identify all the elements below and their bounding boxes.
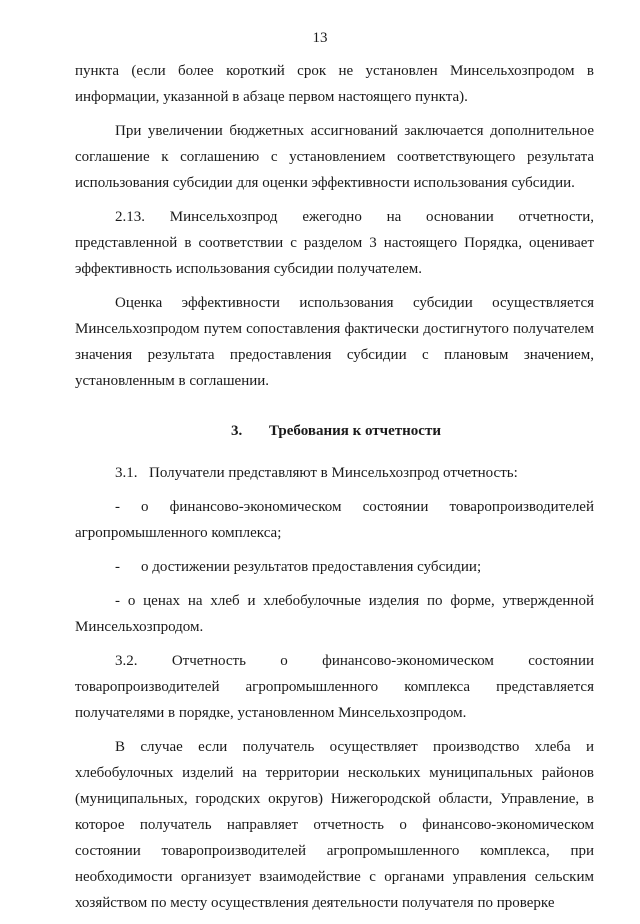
paragraph-efficiency-assessment: Оценка эффективности использования субсидии осуществляется Минсельхозпродом путем сопоставления фактически достигнутого получателем значения результата предоставления субсидии с плановым значением, установленным в соглашении. (75, 295, 594, 389)
list-item-bread-prices: - о ценах на хлеб и хлебобулочные изделия по форме, утвержденной Минсельхозпродом. (75, 593, 594, 635)
item-3-2: 3.2. Отчетность о финансово-экономическом состоянии товаропроизводителей агропромышленного комплекса представляется получателями в порядке, установленном Минсельхозпродом. (75, 653, 594, 721)
list-item-text: о финансово-экономическом состоянии товаропроизводителей агропромышленного комплекса; (75, 499, 594, 541)
section-3-number: 3. (231, 423, 243, 439)
item-3-1-number: 3.1. (115, 465, 138, 481)
section-3-title: Требования к отчетности (269, 423, 441, 439)
page-number: 13 (312, 30, 328, 46)
list-dash: - (115, 559, 120, 575)
list-item-financial-report (75, 494, 594, 546)
paragraph-budget-increase: При увеличении бюджетных ассигнований заключается дополнительное соглашение к соглашению с установлением соответствующего результата использования субсидии для оценки эффективности использования субсидии. (75, 123, 594, 191)
item-3-1 (75, 460, 594, 486)
item-3-1-text: Получатели представляют в Минсельхозпрод отчетность: (149, 465, 518, 481)
paragraph-multiple-districts: В случае если получатель осуществляет производство хлеба и хлебобулочных изделий на территории нескольких муниципальных районов (муниципальных, городских округов) Нижегородской области, Управление, в которое получатель направляет отчетность о финансово-экономическом состоянии товаропроизводителей агропромышленного комплекса, при необходимости организует взаимодействие с органами управления сельским хозяйством по месту осуществления деятельности получателя по проверке (75, 739, 594, 911)
document-body (75, 58, 594, 924)
list-item-results-report (75, 554, 594, 580)
list-dash: - (115, 499, 120, 515)
list-item-text: о достижении результатов предоставления субсидии; (141, 559, 482, 575)
paragraph-2-13: 2.13. Минсельхозпрод ежегодно на основании отчетности, представленной в соответствии с разделом 3 настоящего Порядка, оценивает эффективность использования субсидии получателем. (75, 209, 594, 277)
paragraph-continuation: пункта (если более короткий срок не установлен Минсельхозпродом в информации, указанной в абзаце первом настоящего пункта). (75, 63, 594, 105)
section-3-heading (75, 418, 594, 444)
